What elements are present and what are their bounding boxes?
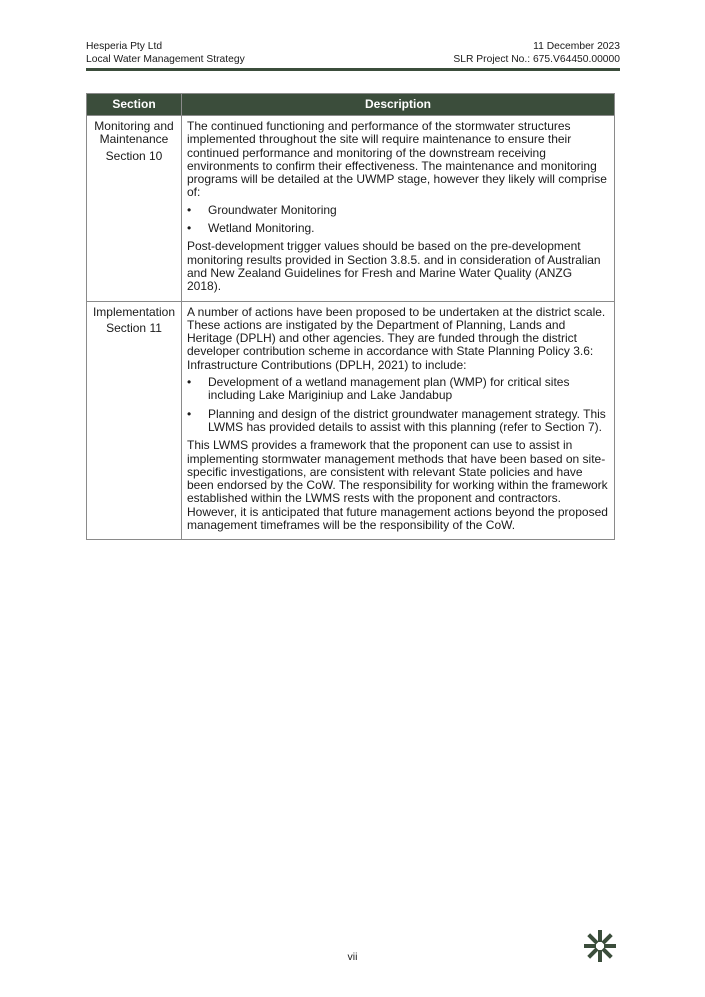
list-item-text: Planning and design of the district groundwater management strategy. This LWMS has provided details to assist with this planning (refer to Section 7). (208, 406, 606, 434)
document-title: Local Water Management Strategy (86, 53, 245, 65)
bullet-list (187, 376, 609, 434)
description-outro: Post-development trigger values should be based on the pre-development monitoring results provided in Section 3.8.5. and in consideration of Australian and New Zealand Guidelines for Fresh and Marine Water Quality (ANZG 2018). (187, 239, 601, 294)
description-intro: The continued functioning and performance of the stormwater structures implemented throughout the site will require maintenance to ensure their continued performance and monitoring of the downstream receiving environments to confirm their effectiveness. The maintenance and monitoring programs will be detailed at the UWMP stage, however they likely will comprise of: (187, 119, 607, 200)
description-cell (182, 301, 615, 540)
section-title: Monitoring and Maintenance (94, 119, 174, 147)
page-number: vii (347, 951, 358, 963)
section-reference: Section 10 (105, 148, 163, 163)
list-item (187, 408, 609, 435)
bullet-icon: • (187, 221, 192, 236)
list-item (187, 222, 609, 235)
header-right (453, 41, 620, 66)
section-reference: Section 11 (106, 320, 162, 335)
header-divider (86, 68, 620, 71)
description-outro: This LWMS provides a framework that the proponent can use to assist in implementing stormwater management methods that have been based on site-specific investigations, are consistent with relevant State policies and have been endorsed by the CoW. The responsibility for working within the framework established within the LWMS rests with the proponent and contractors. However, it is anticipated that future management actions beyond the proposed management timeframes will be the responsibility of the CoW. (187, 438, 608, 533)
table-row (87, 116, 615, 302)
section-cell (87, 301, 182, 540)
section-title: Implementation (92, 304, 176, 319)
document-date: 11 December 2023 (533, 41, 620, 52)
company-name: Hesperia Pty Ltd (86, 41, 163, 52)
bullet-icon: • (187, 202, 192, 217)
bullet-icon: • (187, 406, 192, 421)
section-cell (87, 116, 182, 302)
column-header-section: Section (87, 94, 182, 116)
list-item-text: Wetland Monitoring. (208, 221, 315, 236)
list-item (187, 376, 609, 403)
column-header-description: Description (182, 94, 615, 116)
summary-table (86, 93, 615, 540)
project-number: SLR Project No.: 675.V64450.00000 (453, 53, 620, 65)
description-intro: A number of actions have been proposed to be undertaken at the district scale. These actions are instigated by the Department of Planning, Lands and Heritage (DPLH) and other agencies. They are funded through the district developer contribution scheme in accordance with State Planning Policy 3.6: Infrastructure Contributions (DPLH, 2021) to include: (187, 304, 606, 372)
slr-logo-icon (582, 928, 618, 964)
table-header-row (87, 94, 615, 116)
description-cell (182, 116, 615, 302)
table-row (87, 301, 615, 540)
bullet-list (187, 204, 609, 236)
list-item-text: Development of a wetland management plan (WMP) for critical sites including Lake Mariginiup and Lake Jandabup (208, 375, 570, 403)
header-left (86, 41, 245, 66)
bullet-icon: • (187, 375, 192, 390)
list-item-text: Groundwater Monitoring (208, 202, 337, 217)
list-item (187, 204, 609, 217)
